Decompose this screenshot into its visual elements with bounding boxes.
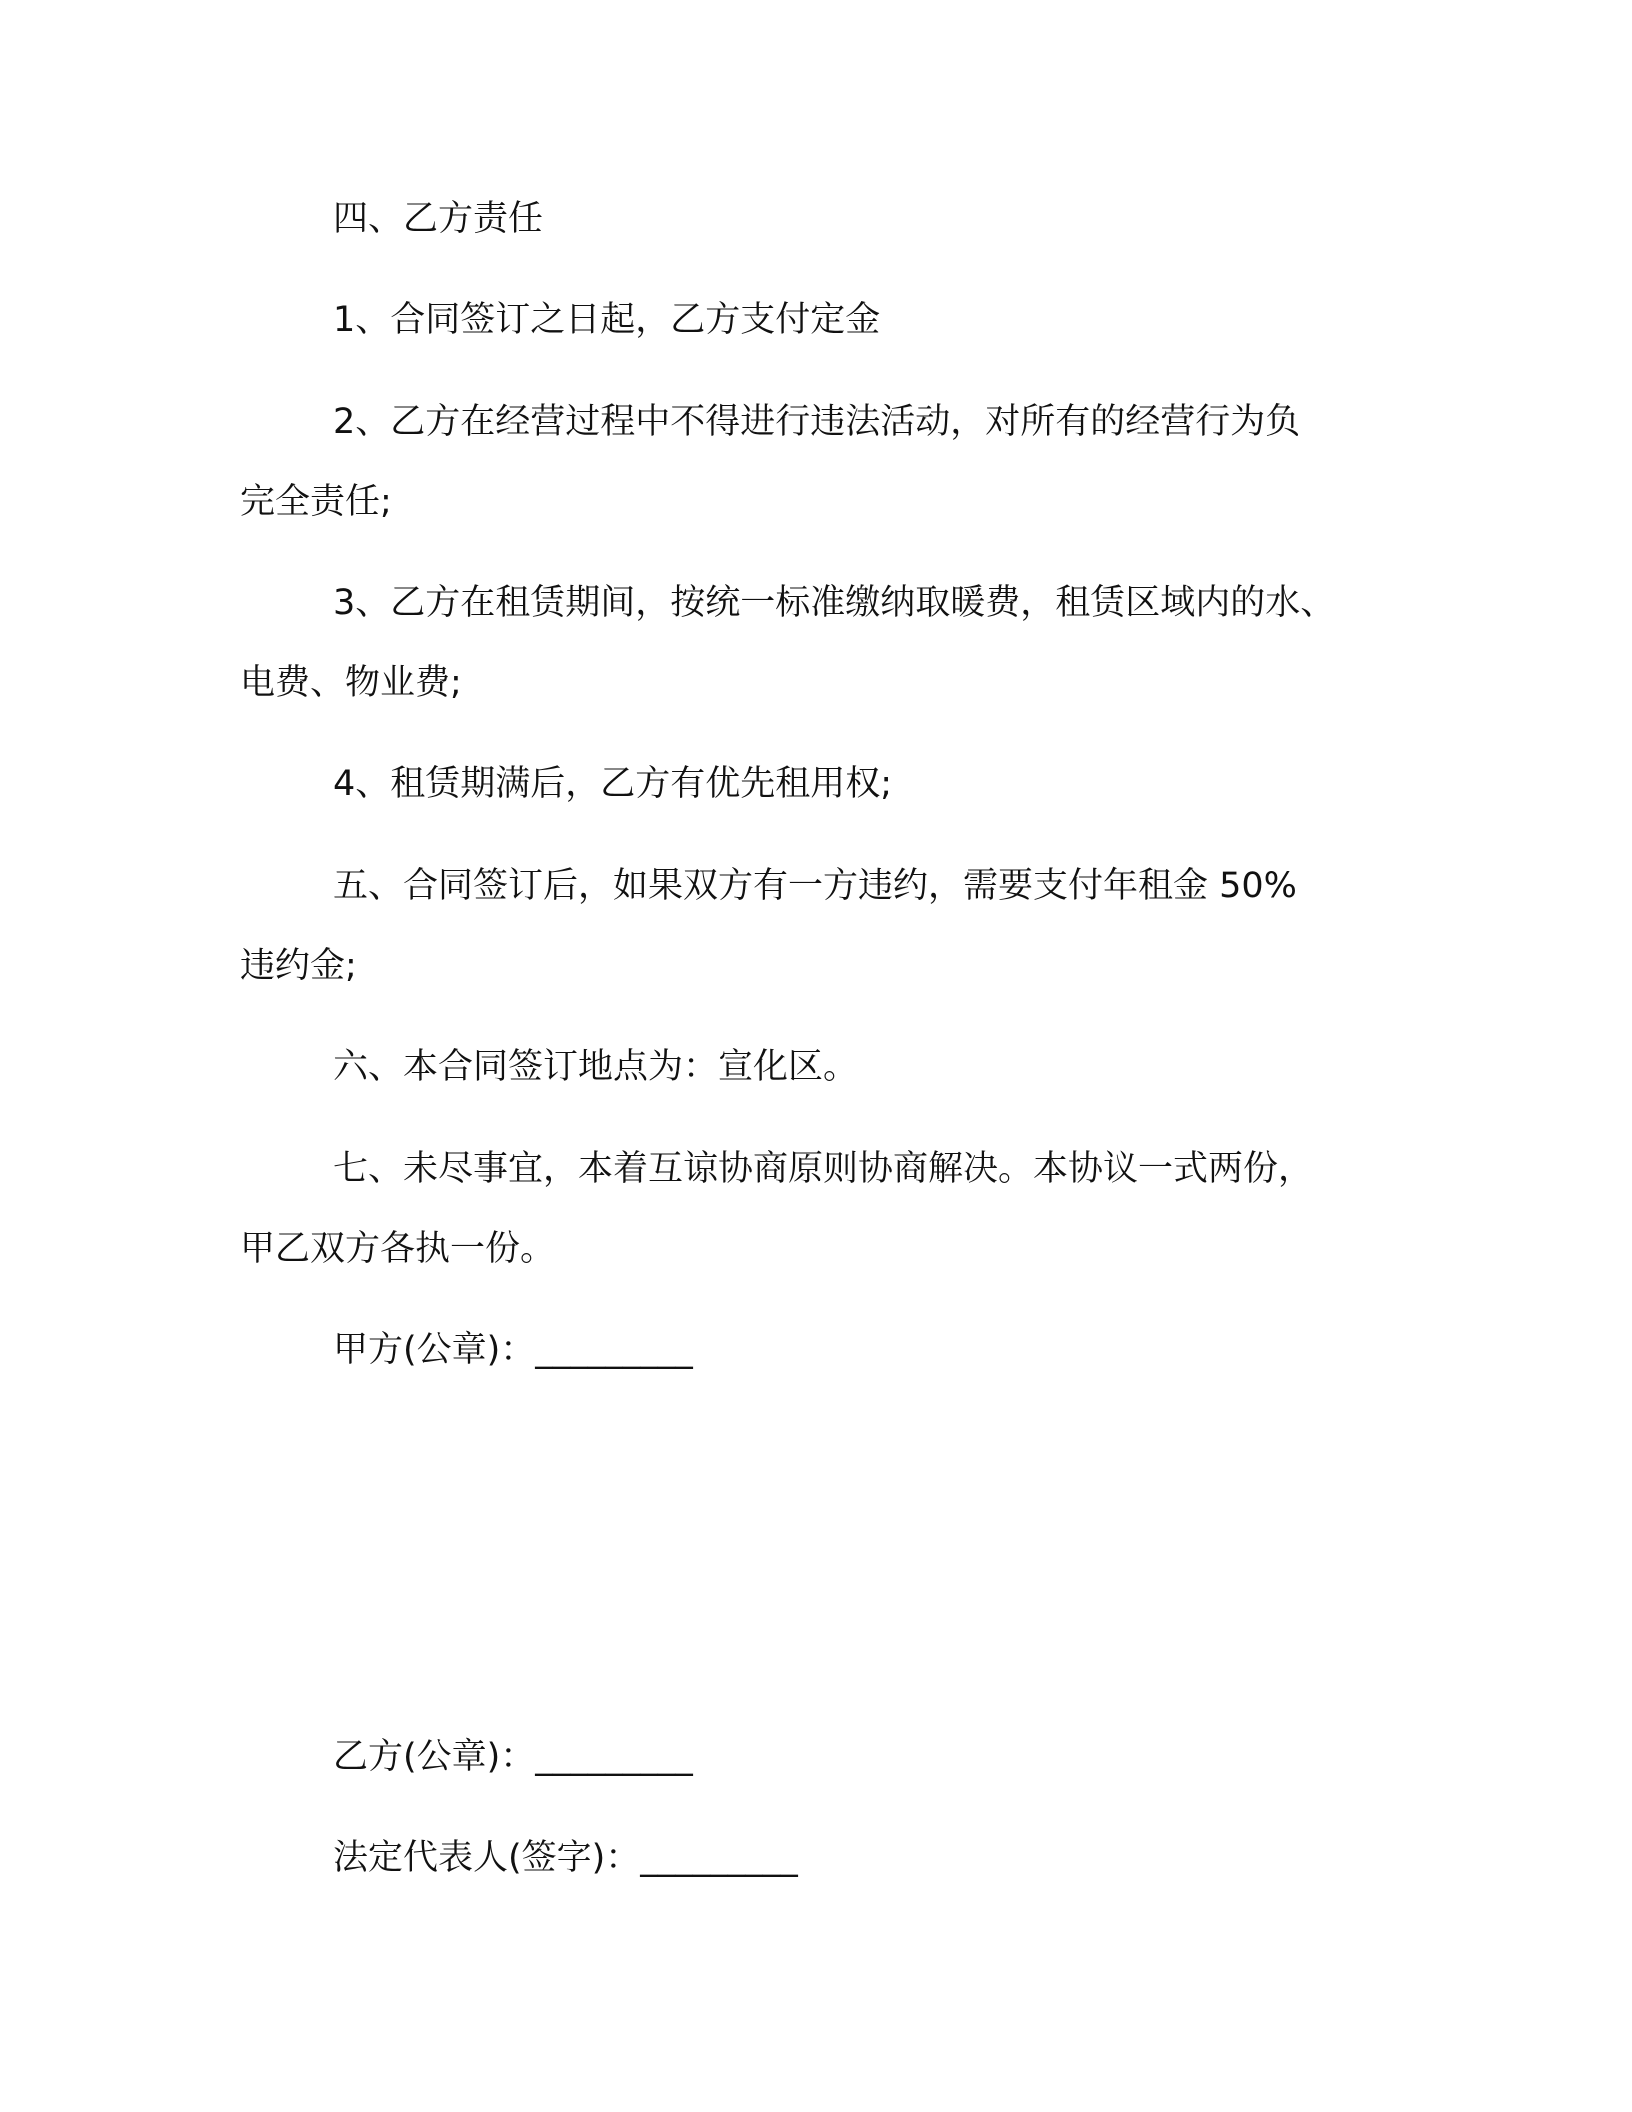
section-6: 六、本合同签订地点为：宣化区。 [333,1047,859,1087]
legal-representative-signature-line: 法定代表人(签字)：_________ [333,1838,798,1878]
clause-3-line-1: 3、乙方在租赁期间，按统一标准缴纳取暖费，租赁区域内的水、 [333,583,1336,623]
section-7-line-1: 七、未尽事宜，本着互谅协商原则协商解决。本协议一式两份， [333,1149,1314,1189]
section-7-line-2: 甲乙双方各执一份。 [240,1229,556,1269]
party-a-seal-line: 甲方(公章)：_________ [333,1330,693,1370]
clause-3-line-2: 电费、物业费; [240,663,462,703]
clause-1: 1、合同签订之日起，乙方支付定金 [333,300,881,340]
section-5-line-1: 五、合同签订后，如果双方有一方违约，需要支付年租金 50% [333,866,1297,906]
party-b-seal-line: 乙方(公章)：_________ [333,1737,693,1777]
section-heading-party-b-duties: 四、乙方责任 [333,199,544,239]
section-5-line-2: 违约金; [240,946,357,986]
clause-2-line-1: 2、乙方在经营过程中不得进行违法活动，对所有的经营行为负 [333,402,1301,442]
clause-4: 4、租赁期满后，乙方有优先租用权; [333,764,893,804]
clause-2-line-2: 完全责任; [240,482,392,522]
